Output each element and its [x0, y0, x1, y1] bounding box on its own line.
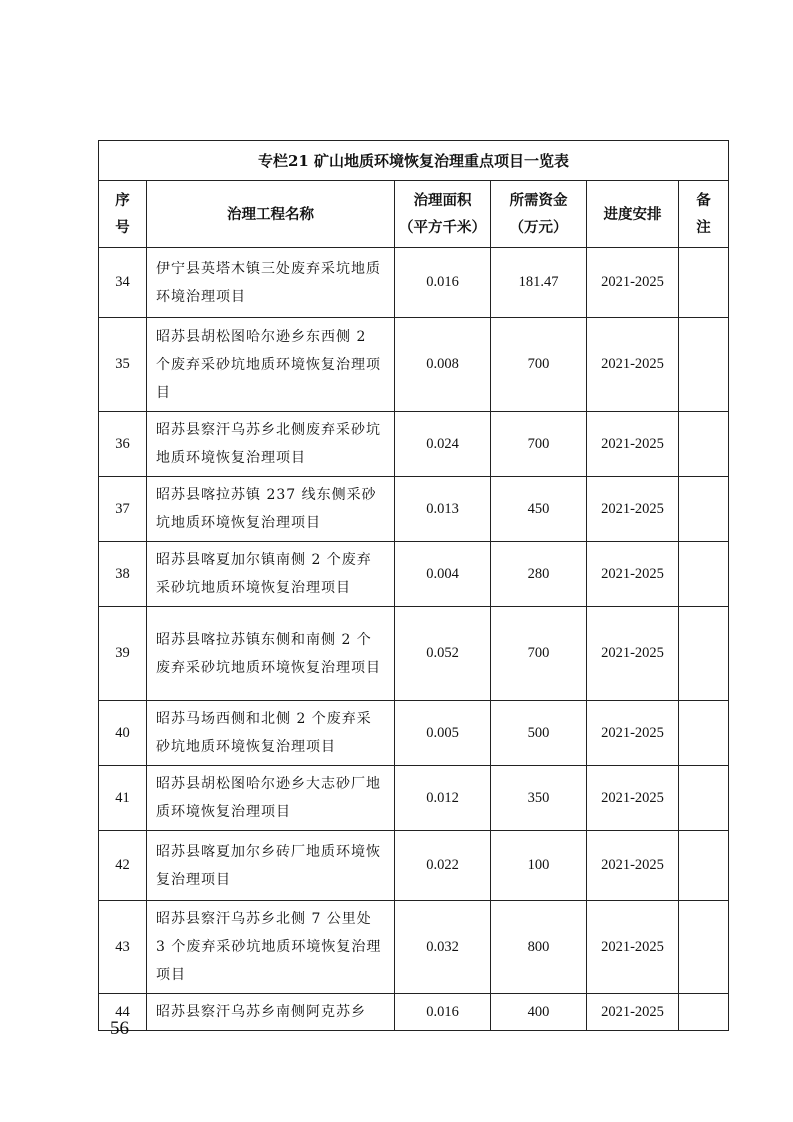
table-row: [99, 994, 729, 1031]
header-name: 治理工程名称: [147, 181, 395, 248]
table-header-row: [99, 181, 729, 248]
row-area: 0.022: [395, 831, 491, 901]
row-area: 0.013: [395, 477, 491, 542]
table-row: [99, 607, 729, 701]
row-note: [679, 412, 729, 477]
row-index: 40: [99, 701, 147, 766]
row-index: 42: [99, 831, 147, 901]
row-project-name: 昭苏县喀夏加尔乡砖厂地质环境恢复治理项目: [147, 831, 395, 901]
row-index: 41: [99, 766, 147, 831]
row-index: 37: [99, 477, 147, 542]
table-row: [99, 542, 729, 607]
page-number: 56: [110, 1018, 129, 1039]
table-row: [99, 412, 729, 477]
header-fund: 所需资金 （万元）: [491, 181, 587, 248]
row-project-name: 昭苏县喀拉苏镇 237 线东侧采砂坑地质环境恢复治理项目: [147, 477, 395, 542]
row-note: [679, 901, 729, 994]
row-schedule: 2021-2025: [587, 477, 679, 542]
table-row: [99, 318, 729, 412]
row-project-name: 昭苏县察汗乌苏乡北侧废弃采砂坑地质环境恢复治理项目: [147, 412, 395, 477]
row-fund: 700: [491, 607, 587, 701]
row-index: 34: [99, 248, 147, 318]
row-schedule: 2021-2025: [587, 994, 679, 1031]
row-area: 0.016: [395, 248, 491, 318]
row-index: 36: [99, 412, 147, 477]
row-fund: 100: [491, 831, 587, 901]
row-fund: 700: [491, 318, 587, 412]
row-area: 0.005: [395, 701, 491, 766]
project-table: [98, 140, 729, 1031]
row-note: [679, 831, 729, 901]
table-caption-row: [99, 141, 729, 181]
row-schedule: 2021-2025: [587, 701, 679, 766]
row-schedule: 2021-2025: [587, 901, 679, 994]
table-row: [99, 701, 729, 766]
row-note: [679, 318, 729, 412]
row-fund: 181.47: [491, 248, 587, 318]
header-index: 序 号: [99, 181, 147, 248]
row-project-name: 昭苏县察汗乌苏乡南侧阿克苏乡: [147, 994, 395, 1031]
row-note: [679, 994, 729, 1031]
row-schedule: 2021-2025: [587, 248, 679, 318]
row-note: [679, 607, 729, 701]
row-note: [679, 701, 729, 766]
row-schedule: 2021-2025: [587, 607, 679, 701]
row-project-name: 伊宁县英塔木镇三处废弃采坑地质环境治理项目: [147, 248, 395, 318]
row-index: 38: [99, 542, 147, 607]
row-index: 39: [99, 607, 147, 701]
row-project-name: 昭苏县胡松图哈尔逊乡大志砂厂地质环境恢复治理项目: [147, 766, 395, 831]
header-area: 治理面积 （平方千米）: [395, 181, 491, 248]
row-note: [679, 766, 729, 831]
row-schedule: 2021-2025: [587, 766, 679, 831]
row-schedule: 2021-2025: [587, 318, 679, 412]
row-note: [679, 477, 729, 542]
row-area: 0.012: [395, 766, 491, 831]
row-fund: 500: [491, 701, 587, 766]
row-schedule: 2021-2025: [587, 542, 679, 607]
table-caption: 专栏21 矿山地质环境恢复治理重点项目一览表: [99, 141, 729, 181]
table-row: [99, 477, 729, 542]
row-fund: 280: [491, 542, 587, 607]
row-project-name: 昭苏县胡松图哈尔逊乡东西侧 2 个废弃采砂坑地质环境恢复治理项目: [147, 318, 395, 412]
row-area: 0.008: [395, 318, 491, 412]
row-area: 0.024: [395, 412, 491, 477]
table-row: [99, 831, 729, 901]
row-fund: 800: [491, 901, 587, 994]
header-note: 备 注: [679, 181, 729, 248]
row-index: 43: [99, 901, 147, 994]
row-fund: 450: [491, 477, 587, 542]
row-area: 0.052: [395, 607, 491, 701]
header-schedule: 进度安排: [587, 181, 679, 248]
row-fund: 400: [491, 994, 587, 1031]
project-table-section: [98, 140, 728, 1031]
row-schedule: 2021-2025: [587, 831, 679, 901]
table-row: [99, 248, 729, 318]
row-project-name: 昭苏马场西侧和北侧 2 个废弃采砂坑地质环境恢复治理项目: [147, 701, 395, 766]
row-note: [679, 248, 729, 318]
row-project-name: 昭苏县喀夏加尔镇南侧 2 个废弃采砂坑地质环境恢复治理项目: [147, 542, 395, 607]
row-index: 44: [99, 994, 147, 1031]
row-project-name: 昭苏县察汗乌苏乡北侧 7 公里处 3 个废弃采砂坑地质环境恢复治理项目: [147, 901, 395, 994]
table-body: [99, 248, 729, 1031]
row-note: [679, 542, 729, 607]
table-row: [99, 901, 729, 994]
row-fund: 350: [491, 766, 587, 831]
row-area: 0.004: [395, 542, 491, 607]
row-fund: 700: [491, 412, 587, 477]
table-row: [99, 766, 729, 831]
row-project-name: 昭苏县喀拉苏镇东侧和南侧 2 个废弃采砂坑地质环境恢复治理项目: [147, 607, 395, 701]
row-index: 35: [99, 318, 147, 412]
row-schedule: 2021-2025: [587, 412, 679, 477]
row-area: 0.016: [395, 994, 491, 1031]
row-area: 0.032: [395, 901, 491, 994]
